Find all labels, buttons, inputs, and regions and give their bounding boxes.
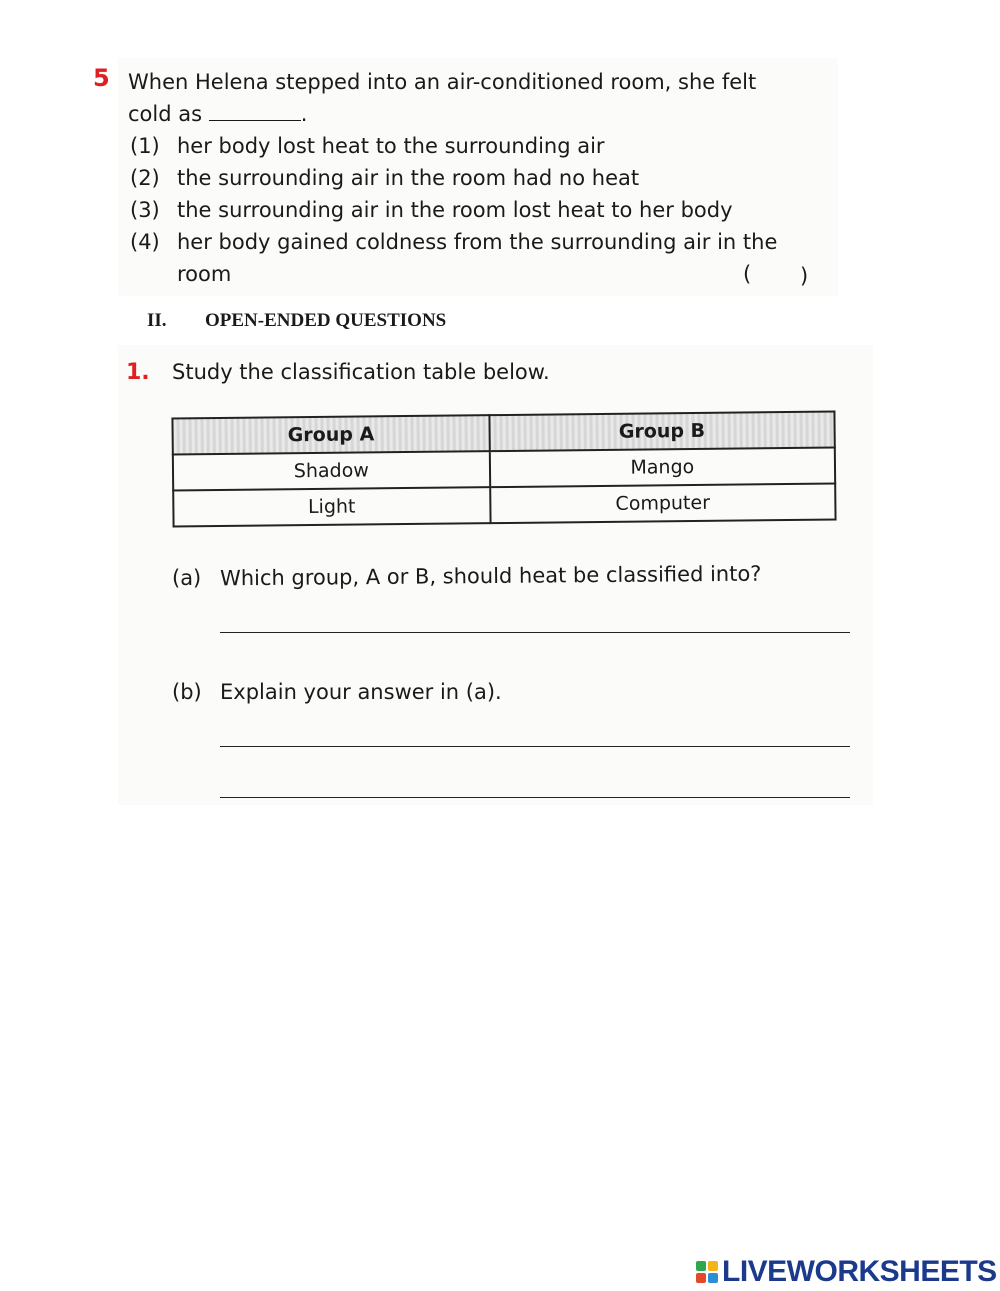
question-1-stem: Study the classification table below. bbox=[172, 360, 550, 384]
question-5-stem-line1: When Helena stepped into an air-conditioned room, she felt bbox=[128, 70, 757, 94]
logo-square-blue bbox=[708, 1273, 718, 1283]
question-1-number: 1. bbox=[126, 360, 150, 385]
question-5-stem-start: cold as bbox=[128, 102, 203, 126]
table-header-group-b: Group B bbox=[489, 412, 835, 452]
section-title: OPEN-ENDED QUESTIONS bbox=[205, 310, 447, 331]
table-cell: Shadow bbox=[173, 451, 490, 490]
logo-square-green bbox=[696, 1261, 706, 1271]
liveworksheets-logo bbox=[696, 1256, 997, 1288]
question-5-stem-line2 bbox=[128, 102, 307, 126]
part-a-label: (a) bbox=[172, 566, 202, 590]
option-1-text: her body lost heat to the surrounding air bbox=[177, 134, 605, 158]
section-roman-numeral: II. bbox=[147, 310, 167, 331]
logo-square-red bbox=[696, 1273, 706, 1283]
question-5-stem-end: . bbox=[300, 102, 308, 126]
option-1-number: (1) bbox=[130, 134, 160, 158]
part-b-answer-line-1[interactable] bbox=[220, 746, 850, 747]
option-3-number: (3) bbox=[130, 198, 160, 222]
option-3-text: the surrounding air in the room lost heat to her body bbox=[177, 198, 733, 222]
logo-square-yellow bbox=[708, 1261, 718, 1271]
option-2-number: (2) bbox=[130, 166, 160, 190]
part-b-question: Explain your answer in (a). bbox=[220, 680, 502, 704]
table-cell: Light bbox=[173, 487, 490, 526]
classification-table bbox=[171, 411, 836, 528]
part-b-answer-line-2[interactable] bbox=[220, 797, 850, 798]
part-a-answer-line[interactable] bbox=[220, 632, 850, 633]
table-header-group-a: Group A bbox=[172, 415, 489, 454]
table-cell: Computer bbox=[490, 484, 836, 524]
liveworksheets-logo-text: LIVEWORKSHEETS bbox=[722, 1255, 997, 1288]
question-5-number: 5 bbox=[93, 64, 110, 92]
option-4-text: her body gained coldness from the surrounding air in the bbox=[177, 230, 778, 254]
option-4-continued: room bbox=[177, 262, 232, 286]
part-a-question: Which group, A or B, should heat be classified into? bbox=[219, 561, 762, 591]
answer-paren-close: ) bbox=[800, 264, 809, 288]
option-4-number: (4) bbox=[130, 230, 160, 254]
part-b-label: (b) bbox=[172, 680, 202, 704]
option-2-text: the surrounding air in the room had no heat bbox=[177, 166, 640, 190]
liveworksheets-logo-icon bbox=[696, 1261, 718, 1283]
section-heading bbox=[147, 310, 446, 332]
table-cell: Mango bbox=[490, 448, 836, 488]
table-row bbox=[173, 484, 835, 527]
answer-paren-open: ( bbox=[743, 262, 752, 286]
question-5-blank bbox=[209, 104, 301, 121]
